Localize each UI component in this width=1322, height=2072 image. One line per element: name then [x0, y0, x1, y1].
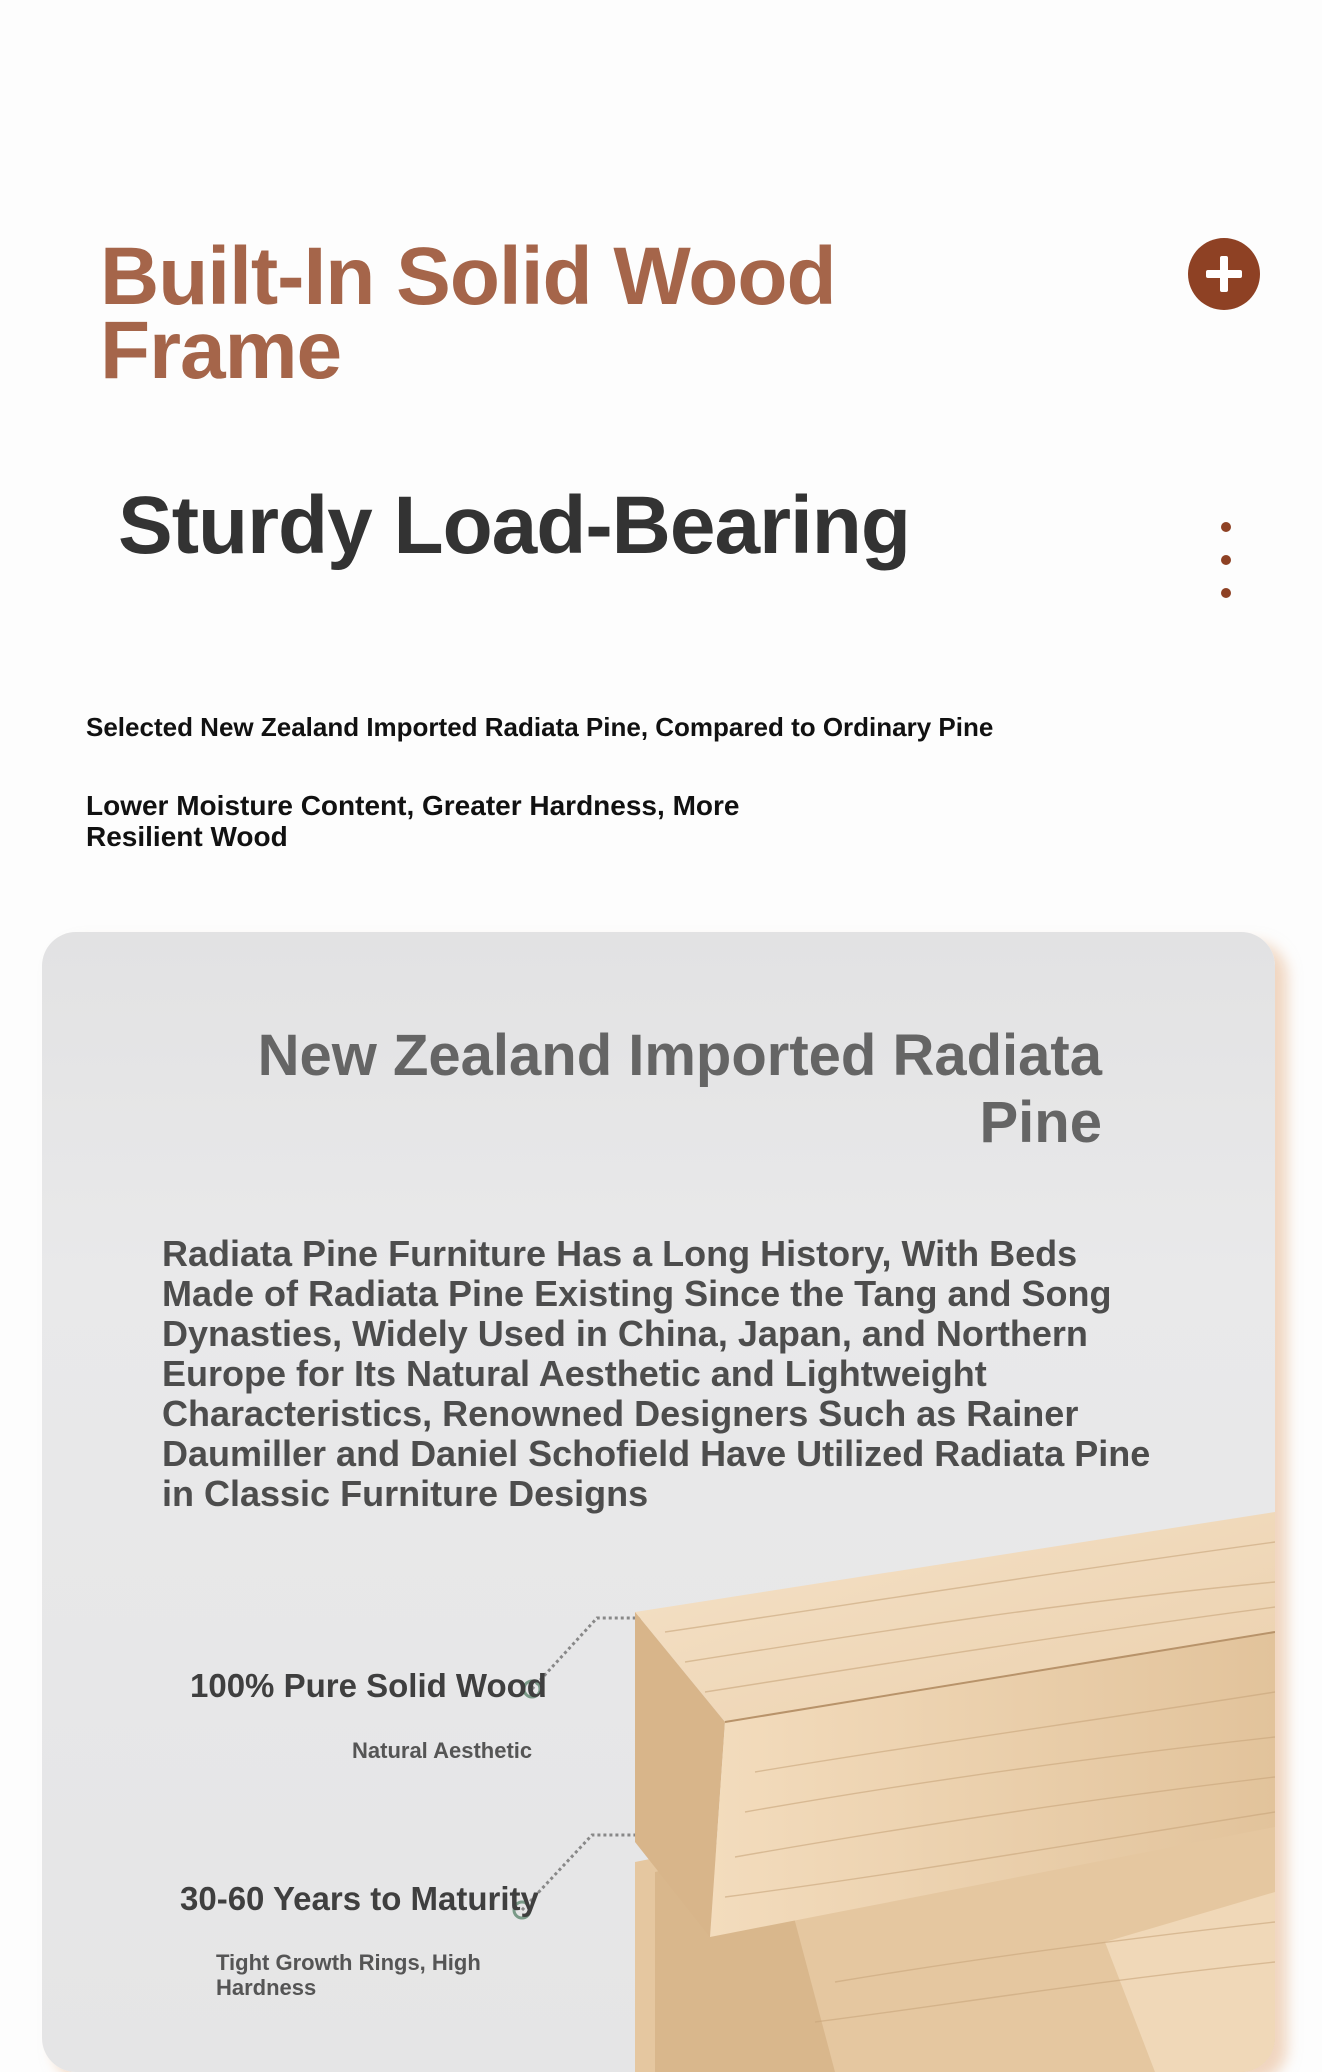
- wood-beams-image: [635, 1512, 1275, 2072]
- card-title: New Zealand Imported Radiata Pine: [257, 1023, 1102, 1155]
- feature-1-title: 100% Pure Solid Wood: [190, 1667, 547, 1704]
- card-body: Radiata Pine Furniture Has a Long History, With Beds Made of Radiata Pine Existing Since the Tang and Song Dynasties, Widely Used in China, Japan, and Northern Europe for Its Natural Aesthetic and Lightweight Characteristics, Renowned Designers Such as Rainer Daumiller and Daniel Schofield Have Utilized Radiata Pine in Classic Furniture Designs: [162, 1233, 1151, 1514]
- add-button[interactable]: [1188, 238, 1260, 310]
- more-vertical-icon-dot: [1221, 555, 1231, 565]
- page-title: [100, 231, 836, 396]
- page-title-line1: Built-In Solid Wood: [100, 231, 836, 322]
- feature-2-subtitle: Tight Growth Rings, High Hardness: [216, 1950, 481, 2000]
- plus-circle-icon: [1202, 252, 1246, 296]
- page-title-line2: Frame: [100, 305, 342, 396]
- more-vertical-icon: [1221, 522, 1231, 532]
- info-card: [42, 932, 1275, 2072]
- description-line1: Selected New Zealand Imported Radiata Pine, Compared to Ordinary Pine: [86, 712, 994, 742]
- page-subtitle: Sturdy Load-Bearing: [118, 480, 910, 571]
- feature-1-subtitle: Natural Aesthetic: [352, 1738, 533, 1763]
- description-line2: Lower Moisture Content, Greater Hardness, More Resilient Wood: [86, 790, 740, 852]
- more-menu-button[interactable]: [1216, 522, 1236, 598]
- feature-2-title: 30-60 Years to Maturity: [180, 1880, 539, 1917]
- more-vertical-icon-dot: [1221, 588, 1231, 598]
